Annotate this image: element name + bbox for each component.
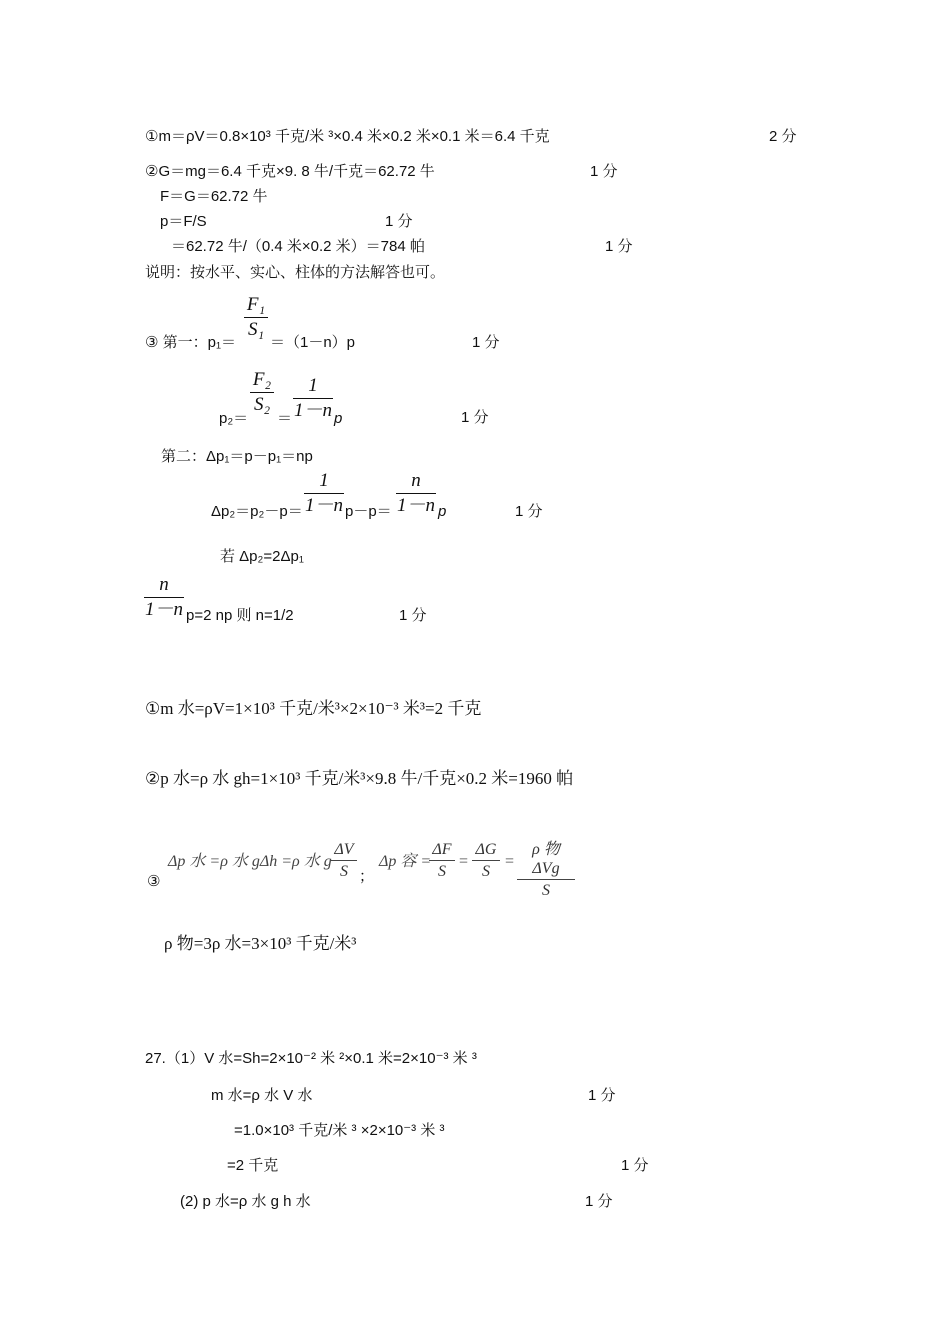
equals-sign: = (505, 853, 515, 870)
equals-sign: = (459, 853, 469, 870)
fraction-numerator: ΔF (432, 841, 452, 858)
fraction-denominator: 1－n (396, 495, 435, 516)
score-1pt: 1 分 (515, 503, 543, 520)
fraction-numerator: n (159, 574, 169, 595)
fraction-numerator: F₁ (246, 294, 266, 315)
fraction-numerator: 1 (308, 375, 318, 396)
fraction-bar (293, 398, 333, 399)
answer-line-second: 第二：Δp₁＝p－p₁＝np (161, 448, 313, 465)
fraction-numerator: ΔG (475, 841, 497, 858)
fraction-numerator: ΔV (334, 841, 354, 858)
fraction-bar (472, 860, 500, 861)
dp-water-expr: Δp 水 =ρ 水 gΔh =ρ 水 g (168, 853, 332, 870)
fraction-bar (144, 597, 184, 598)
answer-line-2: ②G＝mg＝6.4 千克×9. 8 牛/千克＝62.72 牛 (145, 163, 435, 180)
fraction-denominator: 1－n (293, 400, 332, 421)
score-1pt: 1 分 (385, 213, 413, 230)
fraction-denominator: S₂ (253, 394, 271, 415)
fraction-denominator: S (482, 863, 490, 880)
fraction-rho-dvg-over-s (517, 840, 575, 900)
water-pressure-line: ②p 水=ρ 水 gh=1×10³ 千克/米³×9.8 牛/千克×0.2 米=1960 帕 (145, 769, 574, 788)
object-density-line: ρ 物=3ρ 水=3×10³ 千克/米³ (164, 934, 357, 953)
fraction-bar (517, 879, 575, 880)
score-1pt: 1 分 (588, 1087, 616, 1104)
fraction-f2-s2 (250, 369, 274, 416)
fraction-bar (429, 860, 455, 861)
score-1pt: 1 分 (590, 163, 618, 180)
fraction-f1-s1 (244, 294, 268, 341)
fraction-1-over-1-minus-n (304, 470, 344, 517)
fraction-numerator: ρ 物 ΔVg (532, 841, 560, 877)
q27-mass-calc: =1.0×10³ 千克/米 ³ ×2×10⁻³ 米 ³ (234, 1122, 445, 1139)
p2-suffix: p (334, 410, 343, 427)
fraction-dg-over-s (472, 840, 500, 881)
score-1pt: 1 分 (585, 1193, 613, 1210)
result-line: p=2 np 则 n=1/2 (186, 607, 294, 624)
fraction-df-over-s (429, 840, 455, 881)
answer-line-4: p＝F/S (160, 213, 207, 230)
q27-volume-line: 27.（1）V 水=Sh=2×10⁻² 米 ²×0.1 米=2×10⁻³ 米 ³ (145, 1050, 477, 1067)
q27-mass-result: =2 千克 (227, 1157, 279, 1174)
fraction-denominator: S (542, 882, 550, 899)
score-1pt: 1 分 (472, 334, 500, 351)
p1-prefix: ③ 第一：p₁＝ (145, 334, 237, 351)
note-line: 说明：按水平、实心、柱体的方法解答也可。 (145, 264, 446, 281)
dp2-prefix: Δp₂＝p₂－p＝ (211, 503, 303, 520)
score-1pt: 1 分 (621, 1157, 649, 1174)
score-2pt: 2 分 (769, 128, 797, 145)
fraction-bar (331, 860, 357, 861)
fraction-bar (250, 392, 274, 393)
fraction-bar (396, 493, 436, 494)
fraction-n-over-1-minus-n (396, 470, 436, 517)
answer-line-5: ＝62.72 牛/（0.4 米×0.2 米）＝784 帕 (171, 238, 425, 255)
score-1pt: 1 分 (399, 607, 427, 624)
fraction-denominator: S (340, 863, 348, 880)
item-3-label: ③ (147, 873, 161, 890)
fraction-n-over-1-minus-n (144, 574, 184, 621)
fraction-denominator: S (438, 863, 446, 880)
q27-mass-formula: m 水=ρ 水 V 水 (211, 1087, 313, 1104)
fraction-numerator: n (411, 470, 421, 491)
fraction-numerator: F₂ (252, 369, 272, 390)
equals-sign: ＝ (277, 410, 293, 427)
p2-prefix: p₂＝ (219, 410, 249, 427)
dp2-mid: p－p＝ (345, 503, 392, 520)
dp2-suffix: p (438, 503, 447, 520)
condition-line: 若 Δp₂=2Δp₁ (220, 548, 304, 565)
answer-line-1: ①m＝ρV＝0.8×10³ 千克/米 ³×0.4 米×0.2 米×0.1 米＝6.4 千克 (145, 128, 550, 145)
water-mass-line: ①m 水=ρV=1×10³ 千克/米³×2×10⁻³ 米³=2 千克 (145, 699, 482, 718)
fraction-bar (244, 317, 268, 318)
fraction-1-over-1-minus-n (293, 375, 333, 422)
fraction-dv-over-s (331, 840, 357, 881)
dp-container-expr: Δp 容 = (379, 853, 432, 870)
fraction-bar (304, 493, 344, 494)
semicolon: ； (359, 868, 375, 885)
q27-pressure-formula: (2) p 水=ρ 水 g h 水 (180, 1193, 311, 1210)
fraction-denominator: 1－n (304, 495, 343, 516)
fraction-numerator: 1 (319, 470, 329, 491)
fraction-denominator: S₁ (247, 319, 265, 340)
answer-line-3: F＝G＝62.72 牛 (160, 188, 268, 205)
score-1pt: 1 分 (605, 238, 633, 255)
fraction-denominator: 1－n (144, 599, 183, 620)
score-1pt: 1 分 (461, 409, 489, 426)
p1-suffix: ＝（1－n）p (270, 334, 356, 351)
